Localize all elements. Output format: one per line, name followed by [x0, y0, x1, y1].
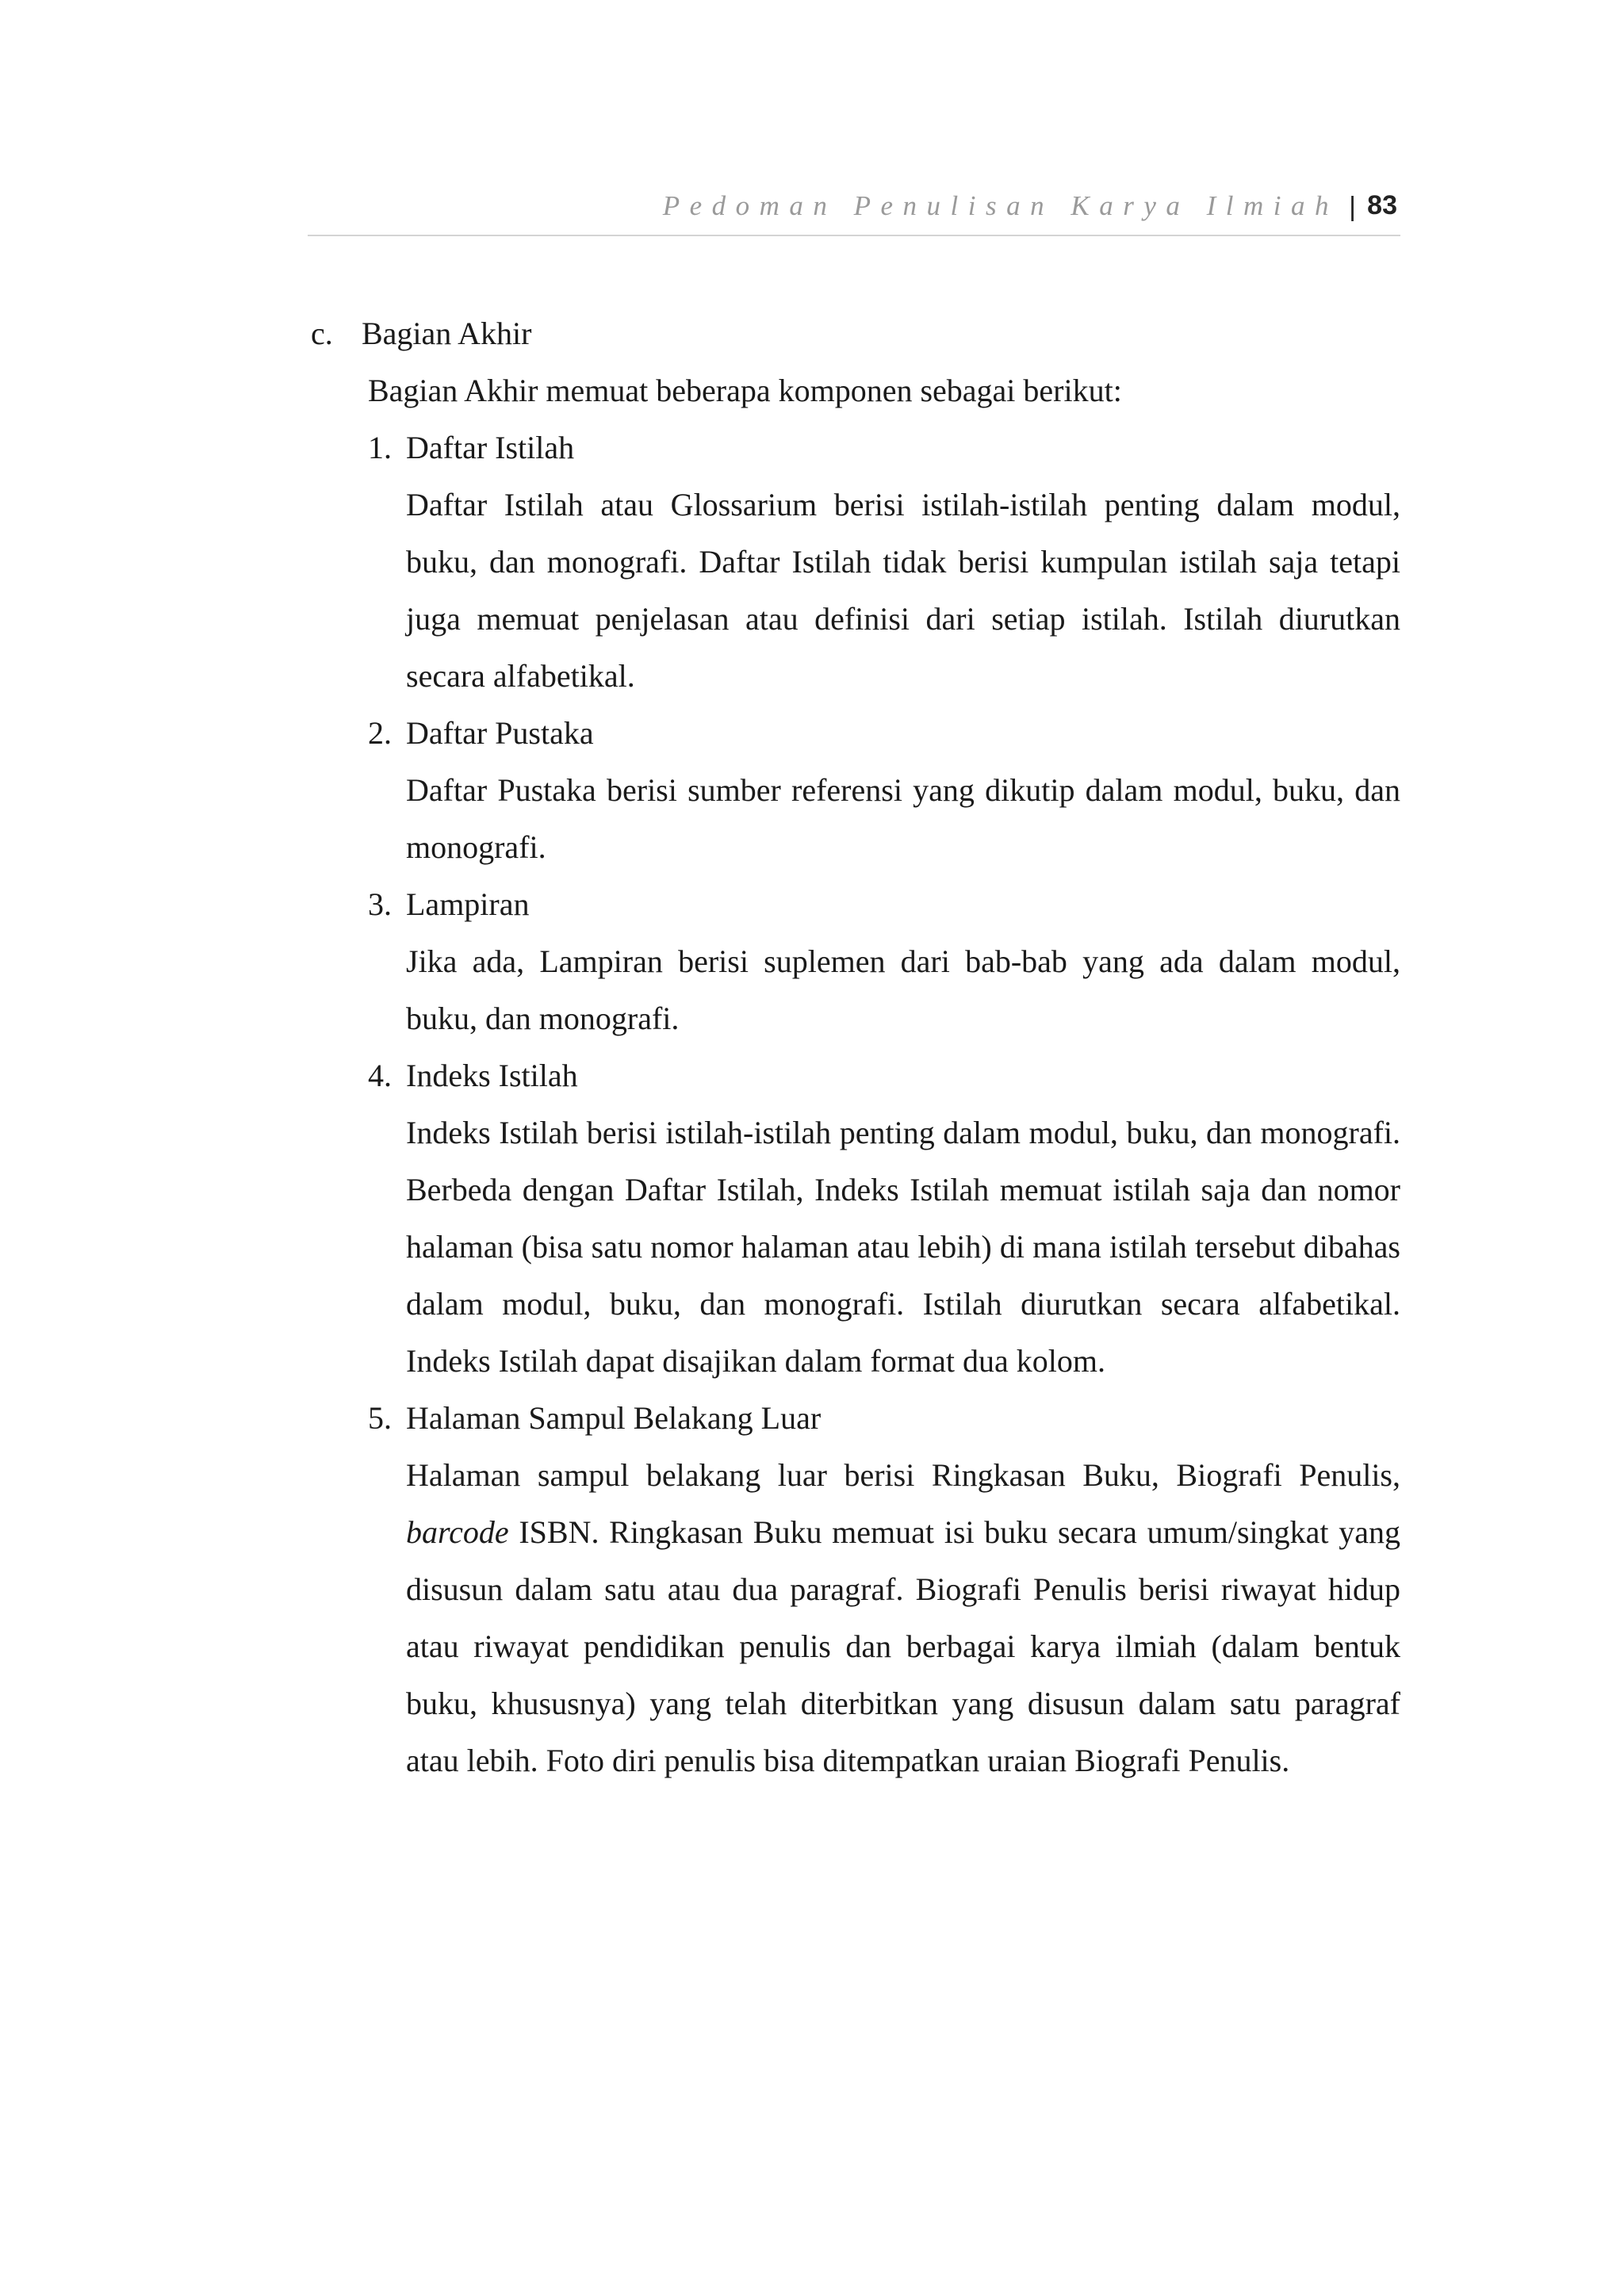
item-title: Indeks Istilah: [406, 1058, 578, 1093]
item-title: Halaman Sampul Belakang Luar: [406, 1400, 822, 1436]
item-heading: [311, 419, 1400, 476]
item-body: [311, 1447, 1400, 1789]
item-number: 3.: [368, 886, 392, 922]
item-body: Daftar Istilah atau Glossarium berisi istilah-istilah penting dalam modul, buku, dan monografi. Daftar Istilah tidak berisi kumpulan istilah saja tetapi juga memuat penjelasan atau definisi dari setiap istilah. Istilah diurutkan secara alfabetikal.: [406, 487, 1400, 694]
item-title: Daftar Istilah: [406, 430, 575, 465]
item-heading: [311, 1047, 1400, 1104]
item-title: Daftar Pustaka: [406, 715, 594, 751]
item-body: Indeks Istilah berisi istilah-istilah penting dalam modul, buku, dan monografi. Berbeda dengan Daftar Istilah, Indeks Istilah memuat istilah saja dan nomor halaman (bisa satu nomor halaman atau lebih) di mana istilah tersebut dibahas dalam modul, buku, dan monografi. Istilah diurutkan secara alfabetikal. Indeks Istilah dapat disajikan dalam format dua kolom.: [406, 1115, 1400, 1379]
item-number: 2.: [368, 715, 392, 751]
item-body: Jika ada, Lampiran berisi suplemen dari bab-bab yang ada dalam modul, buku, dan monografi.: [406, 943, 1400, 1036]
item-heading: [311, 876, 1400, 933]
item-number: 4.: [368, 1058, 392, 1093]
section-marker: c.: [311, 316, 333, 351]
section-heading: [311, 305, 1400, 362]
item-title: Lampiran: [406, 886, 530, 922]
item-number: 5.: [368, 1400, 392, 1436]
running-header-title: Pedoman Penulisan Karya Ilmiah: [662, 190, 1339, 221]
item-body-italic-term: barcode: [406, 1514, 509, 1550]
running-header-separator: |: [1349, 192, 1356, 222]
item-body-text: ISBN. Ringkasan Buku memuat isi buku secara umum/singkat yang disusun dalam satu atau dua paragraf. Biografi Penulis berisi riwayat hidup atau riwayat pendidikan penulis dan berbagai karya ilmiah (dalam bentuk buku, khususnya) yang telah diterbitkan yang disusun dalam satu paragraf atau lebih. Foto diri penulis bisa ditempatkan uraian Biografi Penulis.: [406, 1514, 1400, 1778]
page-body: [311, 305, 1400, 1789]
item-number: 1.: [368, 430, 392, 465]
running-header: [308, 190, 1400, 236]
section-intro: Bagian Akhir memuat beberapa komponen sebagai berikut:: [368, 373, 1122, 408]
item-body: Daftar Pustaka berisi sumber referensi yang dikutip dalam modul, buku, dan monografi.: [406, 772, 1400, 865]
section-title: Bagian Akhir: [362, 316, 532, 351]
item-body-text: Halaman sampul belakang luar berisi Ringkasan Buku, Biografi Penulis,: [406, 1457, 1400, 1493]
item-heading: [311, 1390, 1400, 1447]
item-heading: [311, 705, 1400, 762]
page-number: 83: [1367, 190, 1397, 220]
